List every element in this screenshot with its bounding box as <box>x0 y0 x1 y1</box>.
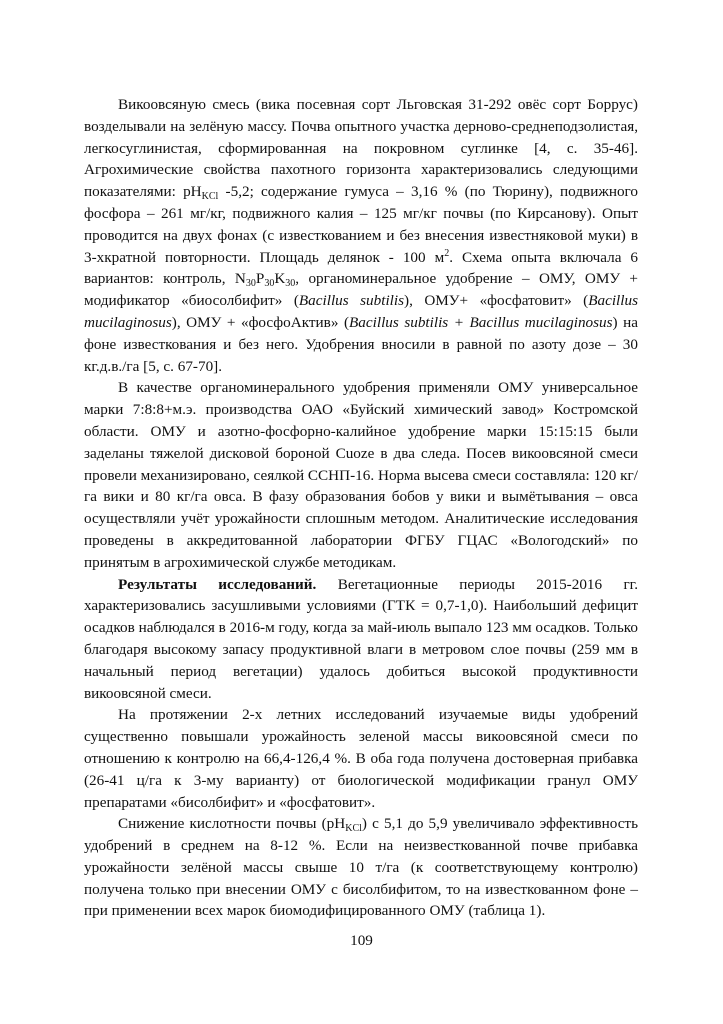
text-run: . Схема опыта включала 6 вариантов: контроль, N <box>84 248 639 288</box>
text-run: K <box>274 270 286 288</box>
text-run: Викоовсяную смесь (вика посевная сорт Льговская 31-292 овёс сорт Боррус) возделывали на зелёную массу. Почва опытного участка дерново-среднеподзолистая, легкосуглинистая, сформированная на покровном суглинке [4, с. 35-46]. Агрохимические свойства пахотного горизонта характеризовались следующими показателями: рН <box>84 96 638 201</box>
text-run: KCl <box>345 823 362 835</box>
text-run: Снижение кислотности почвы (рН <box>118 815 346 833</box>
text-run: KCl <box>201 191 219 203</box>
text-run: 30 <box>264 278 275 290</box>
text-run: ), ОМУ+ «фосфатовит» ( <box>404 292 589 310</box>
paragraph-yield <box>84 704 638 813</box>
paragraph-fertilizer <box>84 377 638 573</box>
text-run: Bacillus subtilis <box>298 292 405 310</box>
text-run: , органоминеральное удобрение – ОМУ, ОМУ + модификатор «биосолбифит» ( <box>84 270 638 310</box>
paragraph-results <box>84 574 638 705</box>
text-run: 30 <box>285 278 296 290</box>
page-number: 109 <box>350 932 373 949</box>
text-run: ) на фоне известкования и без него. Удобрения вносили в равной по азоту дозе – 30 кг.д.в./га [5, с. 67-70]. <box>84 313 638 375</box>
text-run: На протяжении 2-х летних исследований изучаемые виды удобрений существенно повышали урожайность зеленой массы викоовсяной смеси по отношению к контролю на 66,4-126,4 %. В оба года получена достоверная прибавка (26-41 ц/га к 3-му варианту) от биологической модификации гранул ОМУ препаратами «бисолбифит» и «фосфатовит». <box>84 706 638 811</box>
text-run: ), ОМУ + «фосфоАктив» ( <box>171 313 350 331</box>
text-run: Вегетационные периоды 2015-2016 гг. характеризовались засушливыми условиями (ГТК = 0,7-1,0). Наибольший дефицит осадков наблюдался в 2016-м году, когда за май-июль выпало 123 мм осадков. Только благодаря высокому запасу продуктивной влаги в метровом слое почвы (259 мм в начальный период вегетации) удалось добиться высокой продуктивности викоовсяной смеси. <box>84 575 638 702</box>
text-run: P <box>255 270 265 288</box>
text-run: -5,2; содержание гумуса – 3,16 % (по Тюрину), подвижного фосфора – 261 мг/кг, подвижного калия – 125 мг/кг почвы (по Кирсанову). Опыт проводится на двух фонах (с известкованием и без внесения известняковой муки) в 3-хкратной повторности. Площадь делянок - 100 м <box>84 183 639 266</box>
body-text <box>84 94 638 922</box>
text-run: Bacillus subtilis + Bacillus mucilaginosus <box>349 313 613 331</box>
paragraph-methods <box>84 94 638 377</box>
paragraph-acidity <box>84 813 638 922</box>
text-run: Bacillus mucilaginosus <box>84 292 638 331</box>
text-run: ) с 5,1 до 5,9 увеличивало эффективность удобрений в среднем на 8-12 %. Если на неизвесткованной почве прибавка урожайности зелёной массы свыше 10 т/га (к соответствующему контролю) получена только при внесении ОМУ с бисолбифитом, то на известкованном фоне – при применении всех марок биомодифицированного ОМУ (таблица 1). <box>84 815 639 920</box>
text-run: 2 <box>444 247 450 259</box>
text-run: В качестве органоминерального удобрения применяли ОМУ универсальное марки 7:8:8+м.э. производства ОАО «Буйский химический завод» Костромской области. ОМУ и азотно-фосфорно-калийное удобрение марки 15:15:15 были заделаны тяжелой дисковой бороной Cuoze в два следа. Посев викоовсяной смеси провели механизировано, сеялкой ССНП-16. Норма высева смеси составляла: 120 кг/га вики и 80 кг/га овса. В фазу образования бобов у вики и вымётывания – овса осуществляли учёт урожайности сплошным методом. Аналитические исследования проведены в аккредитованной лаборатории ФГБУ ГЦАС «Вологодский» по принятым в агрохимической службе методикам. <box>84 379 638 571</box>
text-run: Результаты исследований. <box>118 575 317 593</box>
text-run: 30 <box>245 278 256 290</box>
